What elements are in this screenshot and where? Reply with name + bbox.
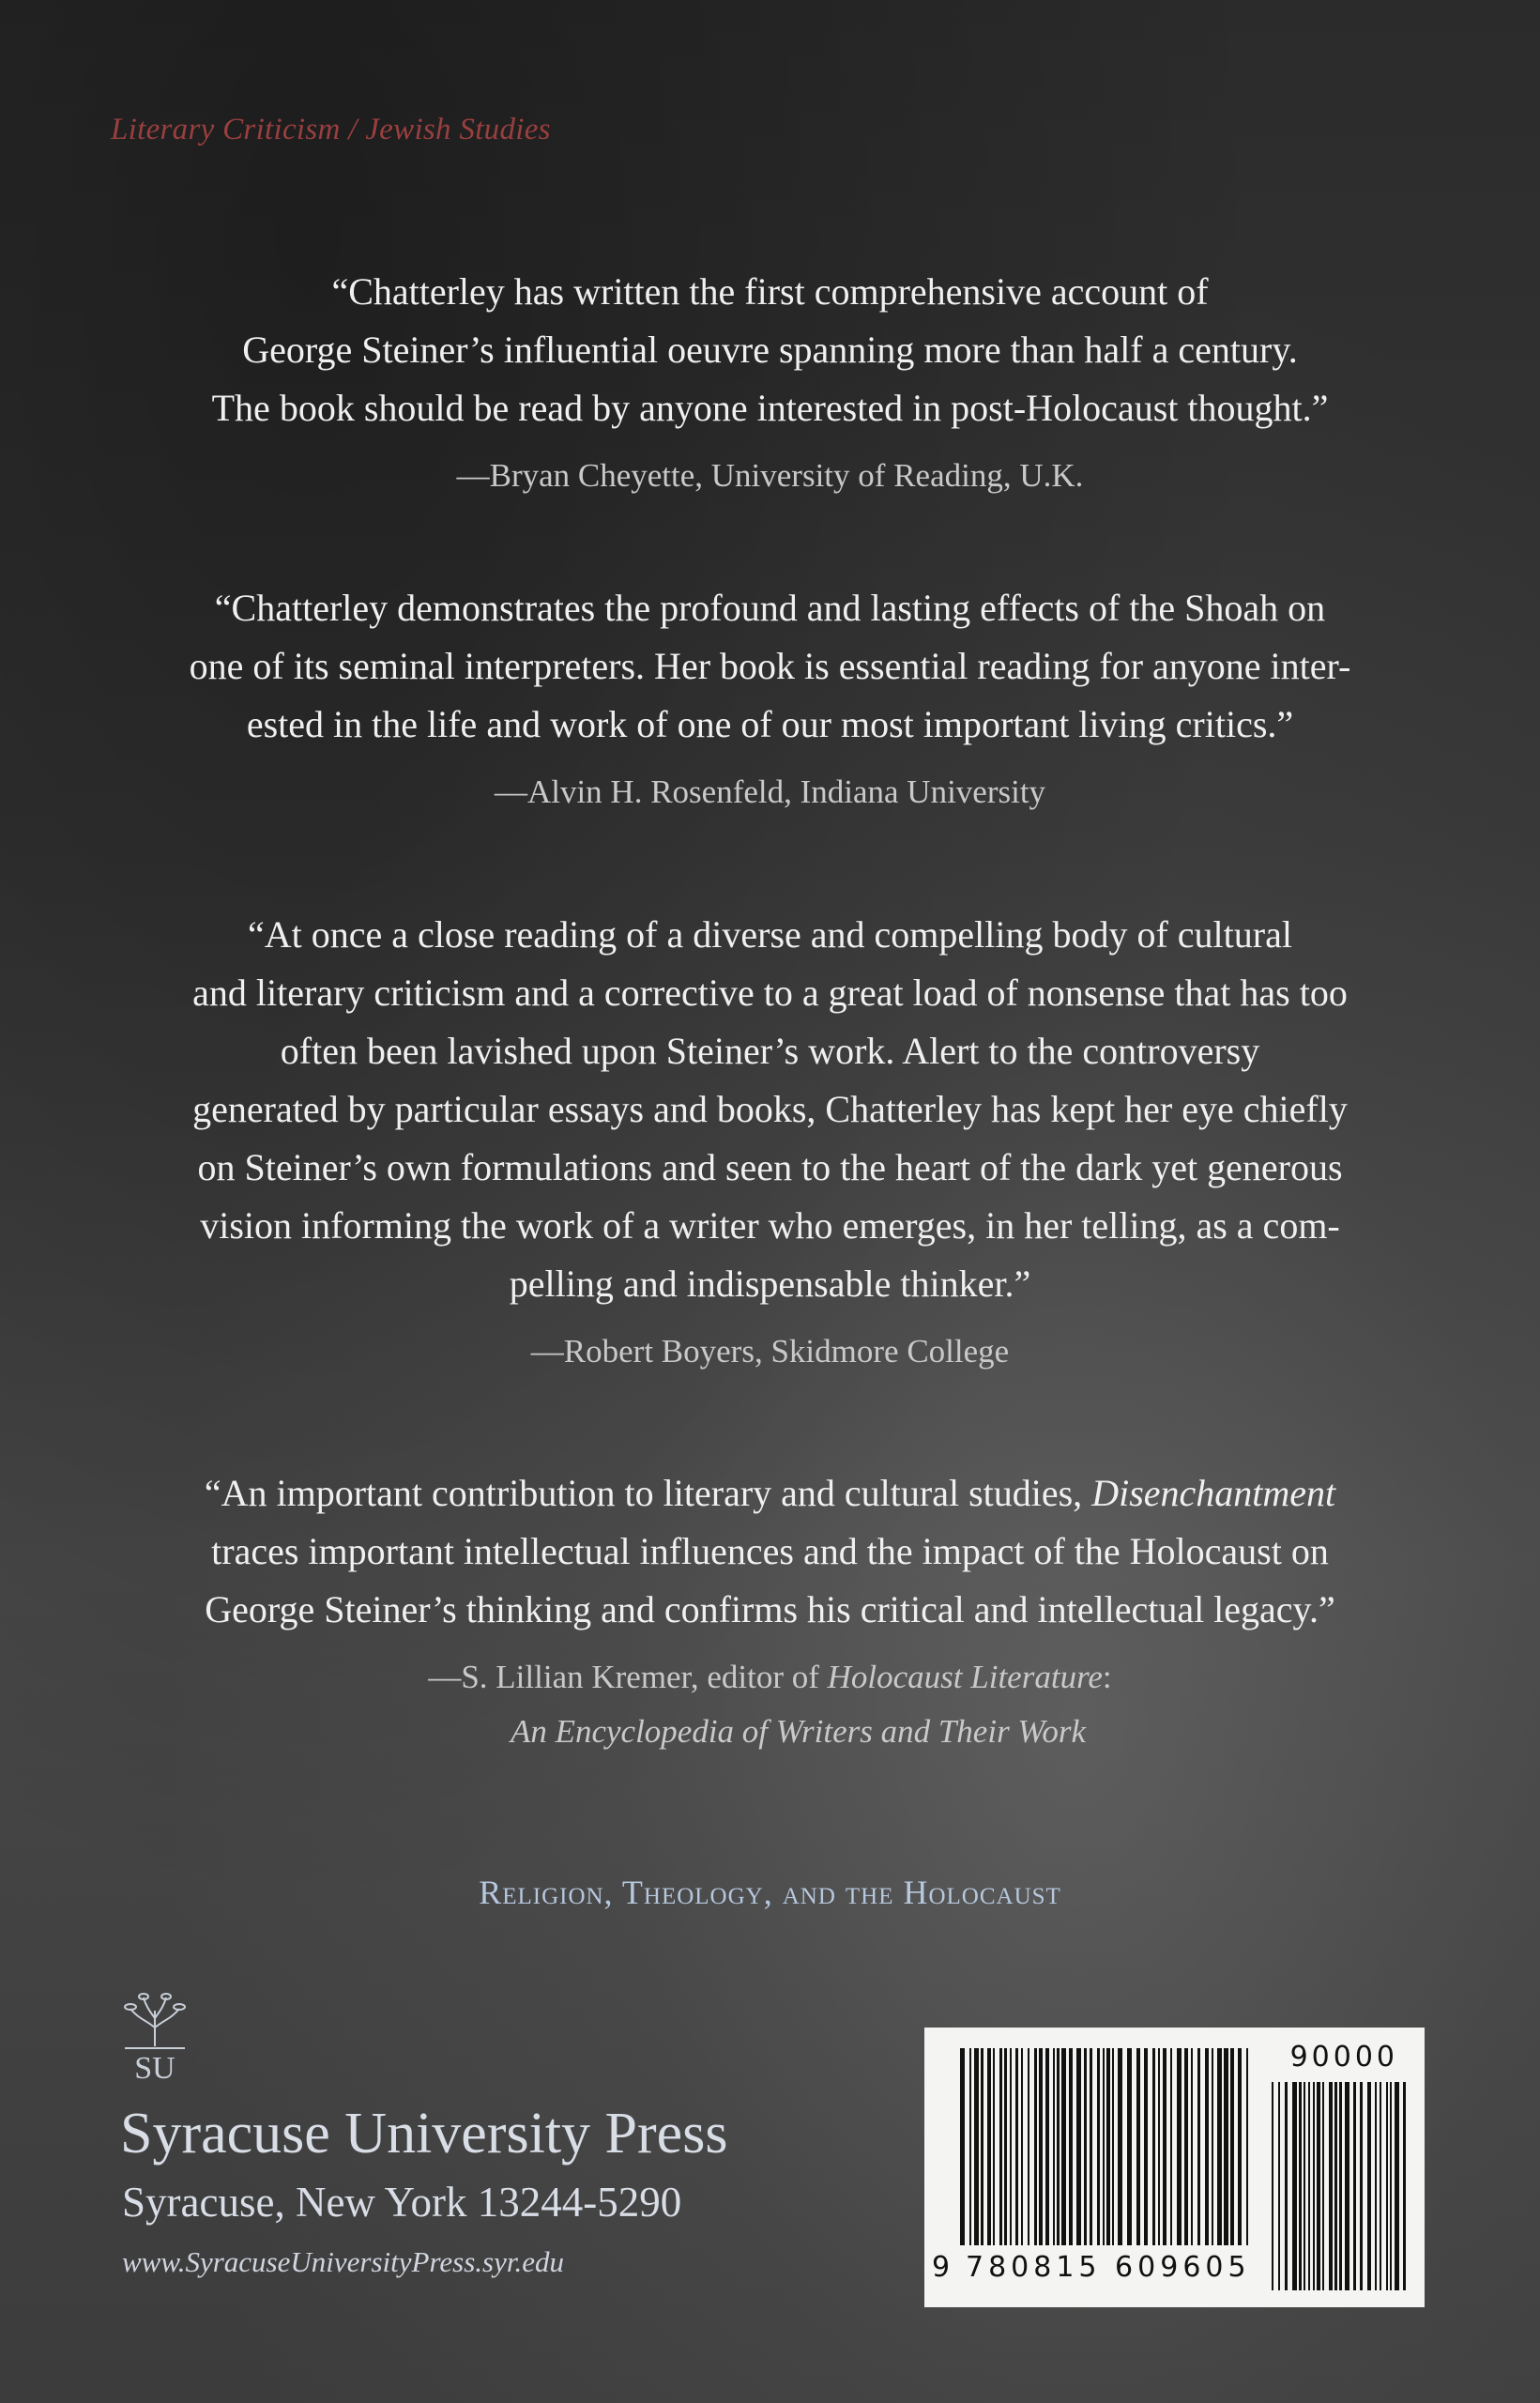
barcode-bar [1212, 2048, 1213, 2245]
barcode-isbn-digits: 780815 609605 [966, 2251, 1251, 2284]
barcode-bar [1028, 2048, 1029, 2245]
barcode-bar [1246, 2048, 1248, 2245]
blurb-attribution: —Alvin H. Rosenfeld, Indiana University [494, 773, 1046, 810]
barcode-bar [993, 2048, 995, 2245]
barcode-bar [1021, 2048, 1023, 2245]
barcode-bar [1380, 2082, 1381, 2290]
barcode-bar [1015, 2048, 1018, 2245]
barcode-addon-digits: 90000 [1289, 2041, 1398, 2074]
barcode-bar [1353, 2082, 1356, 2290]
barcode-bar [1334, 2082, 1337, 2290]
barcode-bar [1106, 2048, 1110, 2245]
tree-logo-icon [117, 1990, 192, 2084]
barcode-bar [1053, 2048, 1055, 2245]
barcode-bar [1144, 2048, 1148, 2245]
press-url: www.SyracuseUniversityPress.syr.edu [122, 2245, 564, 2278]
barcode-bar [1069, 2048, 1073, 2245]
barcode-bar [1084, 2048, 1087, 2245]
blurb-line: George Steiner’s influential oeuvre spanning more than half a century. [242, 329, 1298, 371]
barcode-bar [1163, 2048, 1166, 2245]
barcode-bar [1112, 2048, 1114, 2245]
barcode-bar [1039, 2048, 1043, 2245]
barcode-bar [981, 2048, 983, 2245]
barcode-bar [1278, 2082, 1280, 2290]
barcode-bar [1224, 2048, 1228, 2245]
barcode-bar [1367, 2082, 1371, 2290]
blurb-line: on Steiner’s own formulations and seen to the heart of the dark yet generous [197, 1146, 1343, 1188]
blurb-line: George Steiner’s thinking and confirms his critical and intellectual legacy.” [205, 1588, 1335, 1630]
blurb-line: ested in the life and work of one of our most important living critics.” [246, 703, 1294, 745]
press-address: Syracuse, New York 13244-5290 [122, 2179, 682, 2226]
barcode-bar [1308, 2082, 1310, 2290]
barcode-bar [1103, 2048, 1105, 2245]
barcode-bar [1191, 2048, 1193, 2245]
barcode-bar [1061, 2048, 1066, 2245]
book-title: Disenchantment [1091, 1472, 1336, 1514]
category-label: Literary Criticism / Jewish Studies [111, 113, 551, 146]
barcode-bar [1045, 2048, 1049, 2245]
barcode-bar [1004, 2048, 1007, 2245]
barcode-bar [1118, 2048, 1122, 2245]
barcode-bar [1177, 2048, 1182, 2245]
barcode-bar [1390, 2082, 1392, 2290]
barcode-bar [1322, 2082, 1324, 2290]
barcode-bar [1292, 2082, 1297, 2290]
barcode-bar [1090, 2048, 1092, 2245]
blurb-attribution: —S. Lillian Kremer, editor of Holocaust Literature: An Encyclopedia of Writers and Their Work [428, 1659, 1112, 1750]
barcode-bar [1127, 2048, 1132, 2245]
blurb-line: one of its seminal interpreters. Her book is essential reading for anyone inter- [189, 645, 1351, 687]
barcode [924, 2028, 1425, 2307]
barcode-bar [1329, 2082, 1333, 2290]
barcode-bar [1057, 2048, 1060, 2245]
blurb-cheyette [94, 263, 1446, 503]
barcode-bar [1076, 2048, 1081, 2245]
barcode-bar [1238, 2048, 1242, 2245]
barcode-bar [1375, 2082, 1377, 2290]
barcode-bar [1184, 2048, 1188, 2245]
barcode-bar [1360, 2082, 1363, 2290]
barcode-bar [1097, 2048, 1100, 2245]
barcode-bar [1272, 2082, 1273, 2290]
barcode-bar [1345, 2082, 1349, 2290]
blurb-line: often been lavished upon Steiner’s work. Alert to the controversy [280, 1030, 1260, 1072]
barcode-bar [1170, 2048, 1172, 2245]
barcode-bar [1136, 2048, 1140, 2245]
blurb-line: The book should be read by anyone interested in post-Holocaust thought.” [211, 387, 1329, 429]
barcode-bar [1158, 2048, 1160, 2245]
barcode-bar [1217, 2048, 1222, 2245]
barcode-bar [969, 2048, 971, 2245]
barcode-bar [1010, 2048, 1012, 2245]
logo-monogram: SU [134, 2051, 175, 2084]
blurb-attribution: —Bryan Cheyette, University of Reading, U.K. [456, 457, 1084, 494]
barcode-bar [1395, 2082, 1399, 2290]
barcode-bar [1317, 2082, 1320, 2290]
press-name: Syracuse University Press [120, 2102, 728, 2166]
blurb-line: “An important contribution to literary and cultural studies, Disenchantment [204, 1472, 1336, 1514]
barcode-bar [999, 2048, 1002, 2245]
blurb-line: “Chatterley has written the first comprehensive account of [331, 270, 1209, 313]
blurb-line: “Chatterley demonstrates the profound and lasting effects of the Shoah on [214, 587, 1326, 629]
blurb-line: generated by particular essays and books, Chatterley has kept her eye chiefly [192, 1088, 1348, 1130]
barcode-bar [987, 2048, 991, 2245]
barcode-bar [1313, 2082, 1315, 2290]
blurb-line: and literary criticism and a corrective to a great load of nonsense that has too [192, 972, 1348, 1014]
blurb-line: “At once a close reading of a diverse and compelling body of cultural [248, 913, 1292, 956]
blurb-line: traces important intellectual influences and the impact of the Holocaust on [211, 1530, 1329, 1572]
press-logo [117, 1990, 192, 2084]
blurb-kremer [94, 1464, 1446, 1759]
barcode-bar [1285, 2082, 1288, 2290]
barcode-bar [1386, 2082, 1388, 2290]
barcode-bar [1205, 2048, 1209, 2245]
barcode-bar [1197, 2048, 1200, 2245]
barcode-bar [1152, 2048, 1155, 2245]
barcode-bar [960, 2048, 965, 2245]
blurb-boyers [94, 906, 1446, 1379]
blurb-rosenfeld [94, 579, 1446, 819]
blurb-line: pelling and indispensable thinker.” [509, 1263, 1031, 1305]
barcode-bar [1304, 2082, 1305, 2290]
blurb-line: vision informing the work of a writer who emerges, in her telling, as a com- [200, 1204, 1340, 1247]
barcode-bar [1339, 2082, 1342, 2290]
barcode-isbn-prefix: 9 [932, 2251, 951, 2284]
blurb-attribution: —Robert Boyers, Skidmore College [530, 1333, 1010, 1370]
barcode-bar [1403, 2082, 1406, 2290]
barcode-bar [1230, 2048, 1234, 2245]
barcode-bar [974, 2048, 979, 2245]
series-title: Religion, Theology, and the Holocaust [479, 1874, 1061, 1911]
barcode-bar [1034, 2048, 1037, 2245]
barcode-bar [1299, 2082, 1302, 2290]
